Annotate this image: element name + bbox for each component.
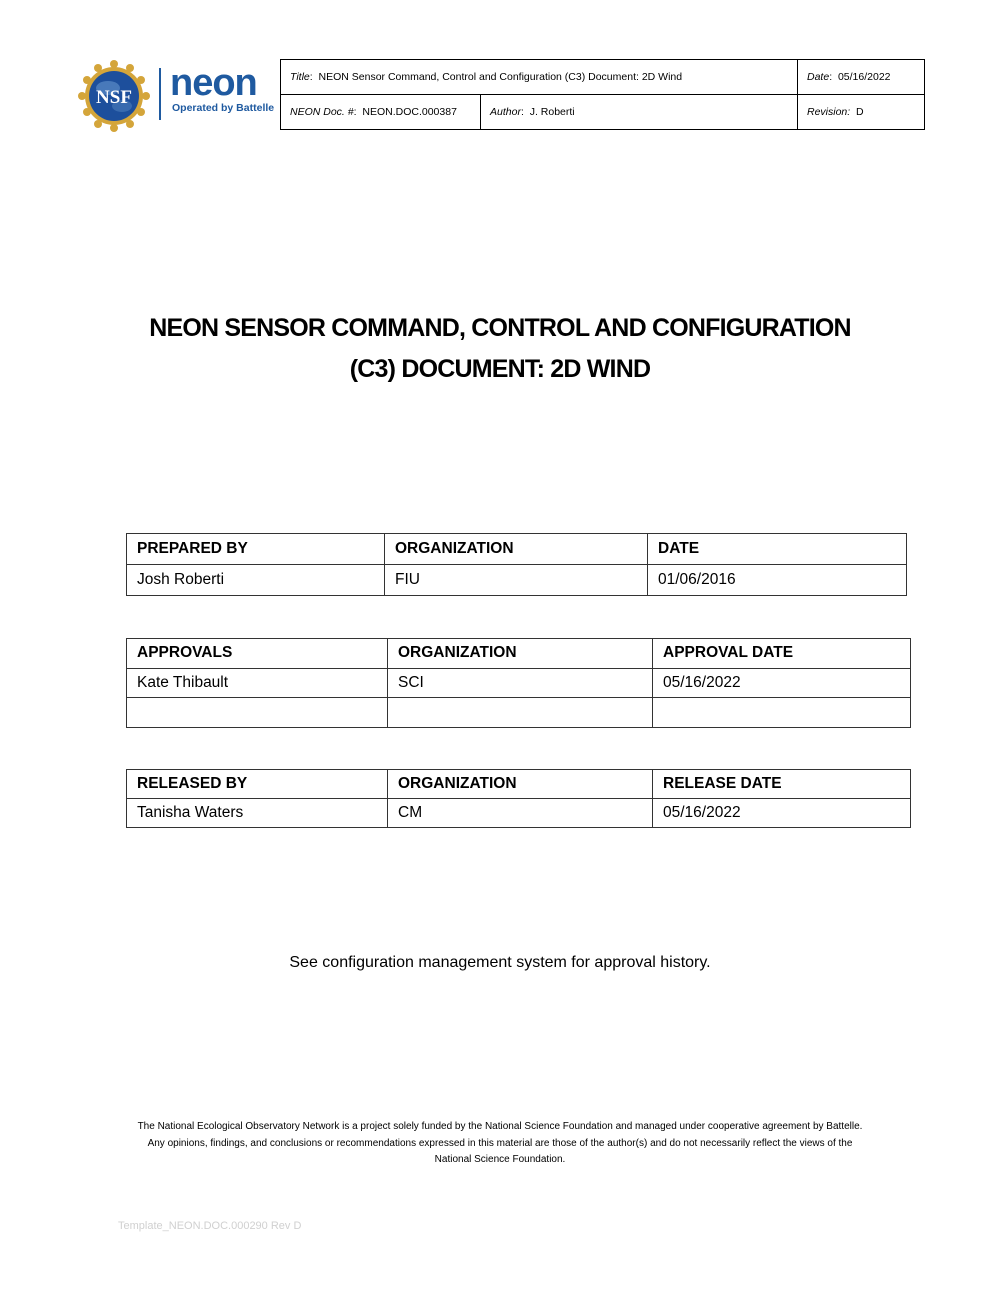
- revision-cell: [798, 95, 925, 130]
- table-row: [127, 565, 907, 596]
- nsf-logo-icon: [78, 60, 150, 132]
- doc-number-cell: NEON Doc. #: NEON.DOC.000387: [281, 95, 481, 130]
- page-title-line-1: NEON SENSOR COMMAND, CONTROL AND CONFIGURATION: [149, 314, 851, 342]
- table-cell: 05/16/2022: [653, 799, 911, 828]
- column-header: RELEASE DATE: [653, 770, 911, 799]
- table-cell: FIU: [385, 565, 648, 596]
- title-value: NEON Sensor Command, Control and Configuration (C3) Document: 2D Wind: [318, 71, 683, 83]
- author-value: J. Roberti: [529, 106, 575, 118]
- column-header: RELEASED BY: [127, 770, 388, 799]
- revision-value: D: [856, 106, 864, 118]
- column-header: APPROVALS: [127, 639, 388, 669]
- table-cell: SCI: [388, 668, 653, 698]
- neon-logo-text: neon: [170, 62, 257, 104]
- date-label: Date: [807, 71, 830, 83]
- table-row: [127, 799, 911, 828]
- prepared-by-table: [126, 533, 907, 596]
- date-cell: Date: 05/16/2022: [798, 60, 925, 95]
- page-title: [0, 308, 1000, 390]
- disclaimer-line-2: Any opinions, findings, and conclusions or recommendations expressed in this material are those of the author(s) and do not necessarily reflect the views of the: [147, 1137, 853, 1149]
- funding-disclaimer: [100, 1119, 900, 1169]
- table-cell: Kate Thibault: [127, 668, 388, 698]
- title-cell: Title: NEON Sensor Command, Control and Configuration (C3) Document: 2D Wind: [281, 60, 798, 95]
- table-cell: [127, 698, 388, 728]
- author-cell: Author: J. Roberti: [481, 95, 798, 130]
- approvals-table: [126, 638, 911, 728]
- logo-divider: [159, 68, 161, 120]
- table-header-row: [127, 534, 907, 565]
- column-header: DATE: [648, 534, 907, 565]
- disclaimer-line-1: The National Ecological Observatory Network is a project solely funded by the National Science Foundation and managed under cooperative agreement by Battelle.: [137, 1121, 863, 1132]
- header-logos: [76, 58, 276, 132]
- table-cell: 01/06/2016: [648, 565, 907, 596]
- document-header-table: [280, 59, 925, 130]
- released-by-table: [126, 769, 911, 828]
- doc-number-label: NEON Doc. #: [290, 106, 354, 118]
- author-label: Author: [490, 106, 521, 118]
- title-label: Title: [290, 71, 310, 83]
- table-cell: [388, 698, 653, 728]
- table-cell: CM: [388, 799, 653, 828]
- svg-text:NSF: NSF: [96, 87, 132, 108]
- table-header-row: [127, 770, 911, 799]
- template-id: Template_NEON.DOC.000290 Rev D: [118, 1220, 302, 1232]
- table-cell: [653, 698, 911, 728]
- disclaimer-line-3: National Science Foundation.: [434, 1154, 566, 1165]
- table-header-row: [127, 639, 911, 669]
- neon-logo-subtitle: Operated by Battelle: [172, 102, 275, 114]
- table-cell: 05/16/2022: [653, 668, 911, 698]
- approval-history-note: See configuration management system for approval history.: [289, 954, 711, 971]
- revision-label: Revision:: [807, 106, 851, 118]
- column-header: ORGANIZATION: [388, 639, 653, 669]
- page-title-line-2: (C3) DOCUMENT: 2D WIND: [349, 355, 651, 383]
- date-value: 05/16/2022: [837, 71, 891, 83]
- column-header: APPROVAL DATE: [653, 639, 911, 669]
- doc-number-value: NEON.DOC.000387: [362, 106, 457, 118]
- column-header: ORGANIZATION: [388, 770, 653, 799]
- table-cell: Tanisha Waters: [127, 799, 388, 828]
- column-header: PREPARED BY: [127, 534, 385, 565]
- table-cell: Josh Roberti: [127, 565, 385, 596]
- table-row: [127, 668, 911, 698]
- column-header: ORGANIZATION: [385, 534, 648, 565]
- table-row: [127, 698, 911, 728]
